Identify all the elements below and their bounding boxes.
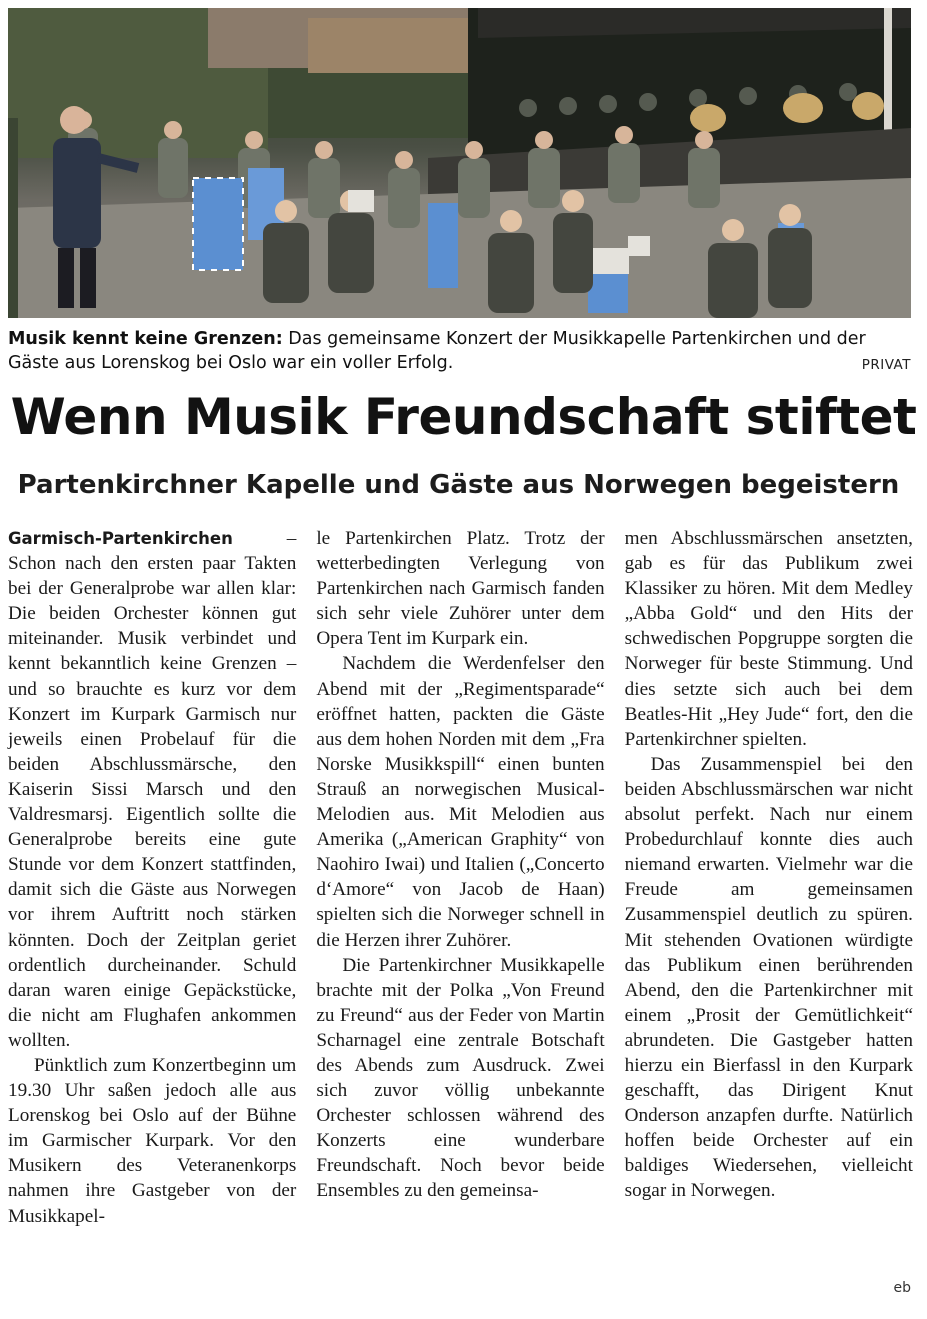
paragraph: Pünktlich zum Konzertbeginn um 19.30 Uhr saßen jedoch alle aus Lorenskog bei Oslo auf der Bühne im Garmischer Kurpark. Vor den Musikern des Veteranenkorps nahmen ihre Gastgeber von der Musikkapel- <box>8 1054 297 1227</box>
photo-credit: PRIVAT <box>861 357 911 373</box>
concert-photo <box>8 8 911 318</box>
dateline: Garmisch-Partenkirchen <box>8 529 233 548</box>
subheadline: Partenkirchner Kapelle und Gäste aus Norwegen begeistern <box>17 470 900 500</box>
headline: Wenn Musik Freundschaft stiftet <box>10 388 917 446</box>
paragraph <box>8 526 296 1053</box>
paragraph: Das Zusammenspiel bei den beiden Abschlussmärschen war nicht absolut perfekt. Nach nur einem Probedurchlauf konnte dies auch niemand erwarten. Vielmehr war die Freude am gemeinsamen Zusammenspiel deutlich zu spüren. Mit stehenden Ovationen würdigte das Publikum einen berührenden Abend, den die Partenkirchner mit einem „Prosit der Gemütlichkeit“ abrundeten. Die Gastgeber hatten hierzu ein Bierfassl in den Kurpark geschafft, das Dirigent Knut Onderson anzapfen durfte. Natürlich hoffen beide Orchester auf ein baldiges Wiedersehen, vielleicht sogar in Norwegen. <box>624 753 913 1202</box>
author-initials: eb <box>893 1280 911 1296</box>
article-column-2 <box>316 526 604 1306</box>
paragraph: men Abschlussmärschen ansetzten, gab es für das Publikum zwei Klassiker zu hören. Mit dem Medley „Abba Gold“ und den Hits der schwedischen Popgruppe sorgten die Norweger für beste Stimmung. Und dies setzte sich auch bei dem Beatles-Hit „Hey Jude“ fort, den die Partenkirchner spielten. <box>624 528 913 750</box>
article-column-3 <box>625 526 913 1306</box>
paragraph: Die Partenkirchner Musikkapelle brachte mit der Polka „Von Freund zu Freund“ aus der Feder von Martin Scharnagel eine zentrale Botschaft des Abends zum Ausdruck. Zwei sich zuvor völlig unbekannte Orchester schlossen während des Konzerts eine wunderbare Freundschaft. Noch bevor beide Ensembles zu den gemeinsa- <box>316 954 605 1202</box>
paragraph: Nachdem die Werdenfelser den Abend mit der „Regimentsparade“ eröffnet hatten, packten die Gäste aus dem hohen Norden mit dem „Fra Norske Musikkspill“ einen bunten Strauß an norwegischen Musical-Melodien aus. Mit Melodien aus Amerika („American Graphity“ von Naohiro Iwai) und Italien („Concerto d‘Amore“ von Jacob de Haan) spielten sich die Norweger schnell in die Herzen ihrer Zuhörer. <box>316 653 605 951</box>
concert-photo-illustration <box>8 8 911 318</box>
paragraph-text: – Schon nach den ersten paar Takten bei der Generalprobe war allen klar: Die beiden Orchester können gut miteinander. Musik verbindet und kennt bekanntlich keine Grenzen – und so brauchte es kurz vor dem Konzert im Kurpark Garmisch nur jeweils einen Probelauf für die beiden Abschlussmärsche, den Kaiserin Sissi Marsch und den Valdresmarsj. Eigentlich sollte die Generalprobe bereits eine gute Stunde vor dem Konzert stattfinden, damit sich die Gäste aus Norwegen vor ihrem Auftritt noch stärken könnten. Doch der Zeitplan geriet ordentlich durcheinander. Schuld daran waren einige Gepäckstücke, die nicht am Flughafen ankommen wollten. <box>8 528 297 1051</box>
photo-caption <box>8 327 911 375</box>
caption-text: Das gemeinsame Konzert der Musikkapelle Partenkirchen und der Gäste aus Lorenskog bei Oslo war ein voller Erfolg. <box>8 329 866 373</box>
article-body <box>8 526 913 1306</box>
paragraph: le Partenkirchen Platz. Trotz der wetterbedingten Verlegung von Partenkirchen nach Garmisch fanden sich sehr viele Zuhörer unter dem Opera Tent im Kurpark ein. <box>316 528 605 650</box>
article-column-1 <box>8 526 296 1306</box>
caption-lead: Musik kennt keine Grenzen: <box>8 329 283 349</box>
